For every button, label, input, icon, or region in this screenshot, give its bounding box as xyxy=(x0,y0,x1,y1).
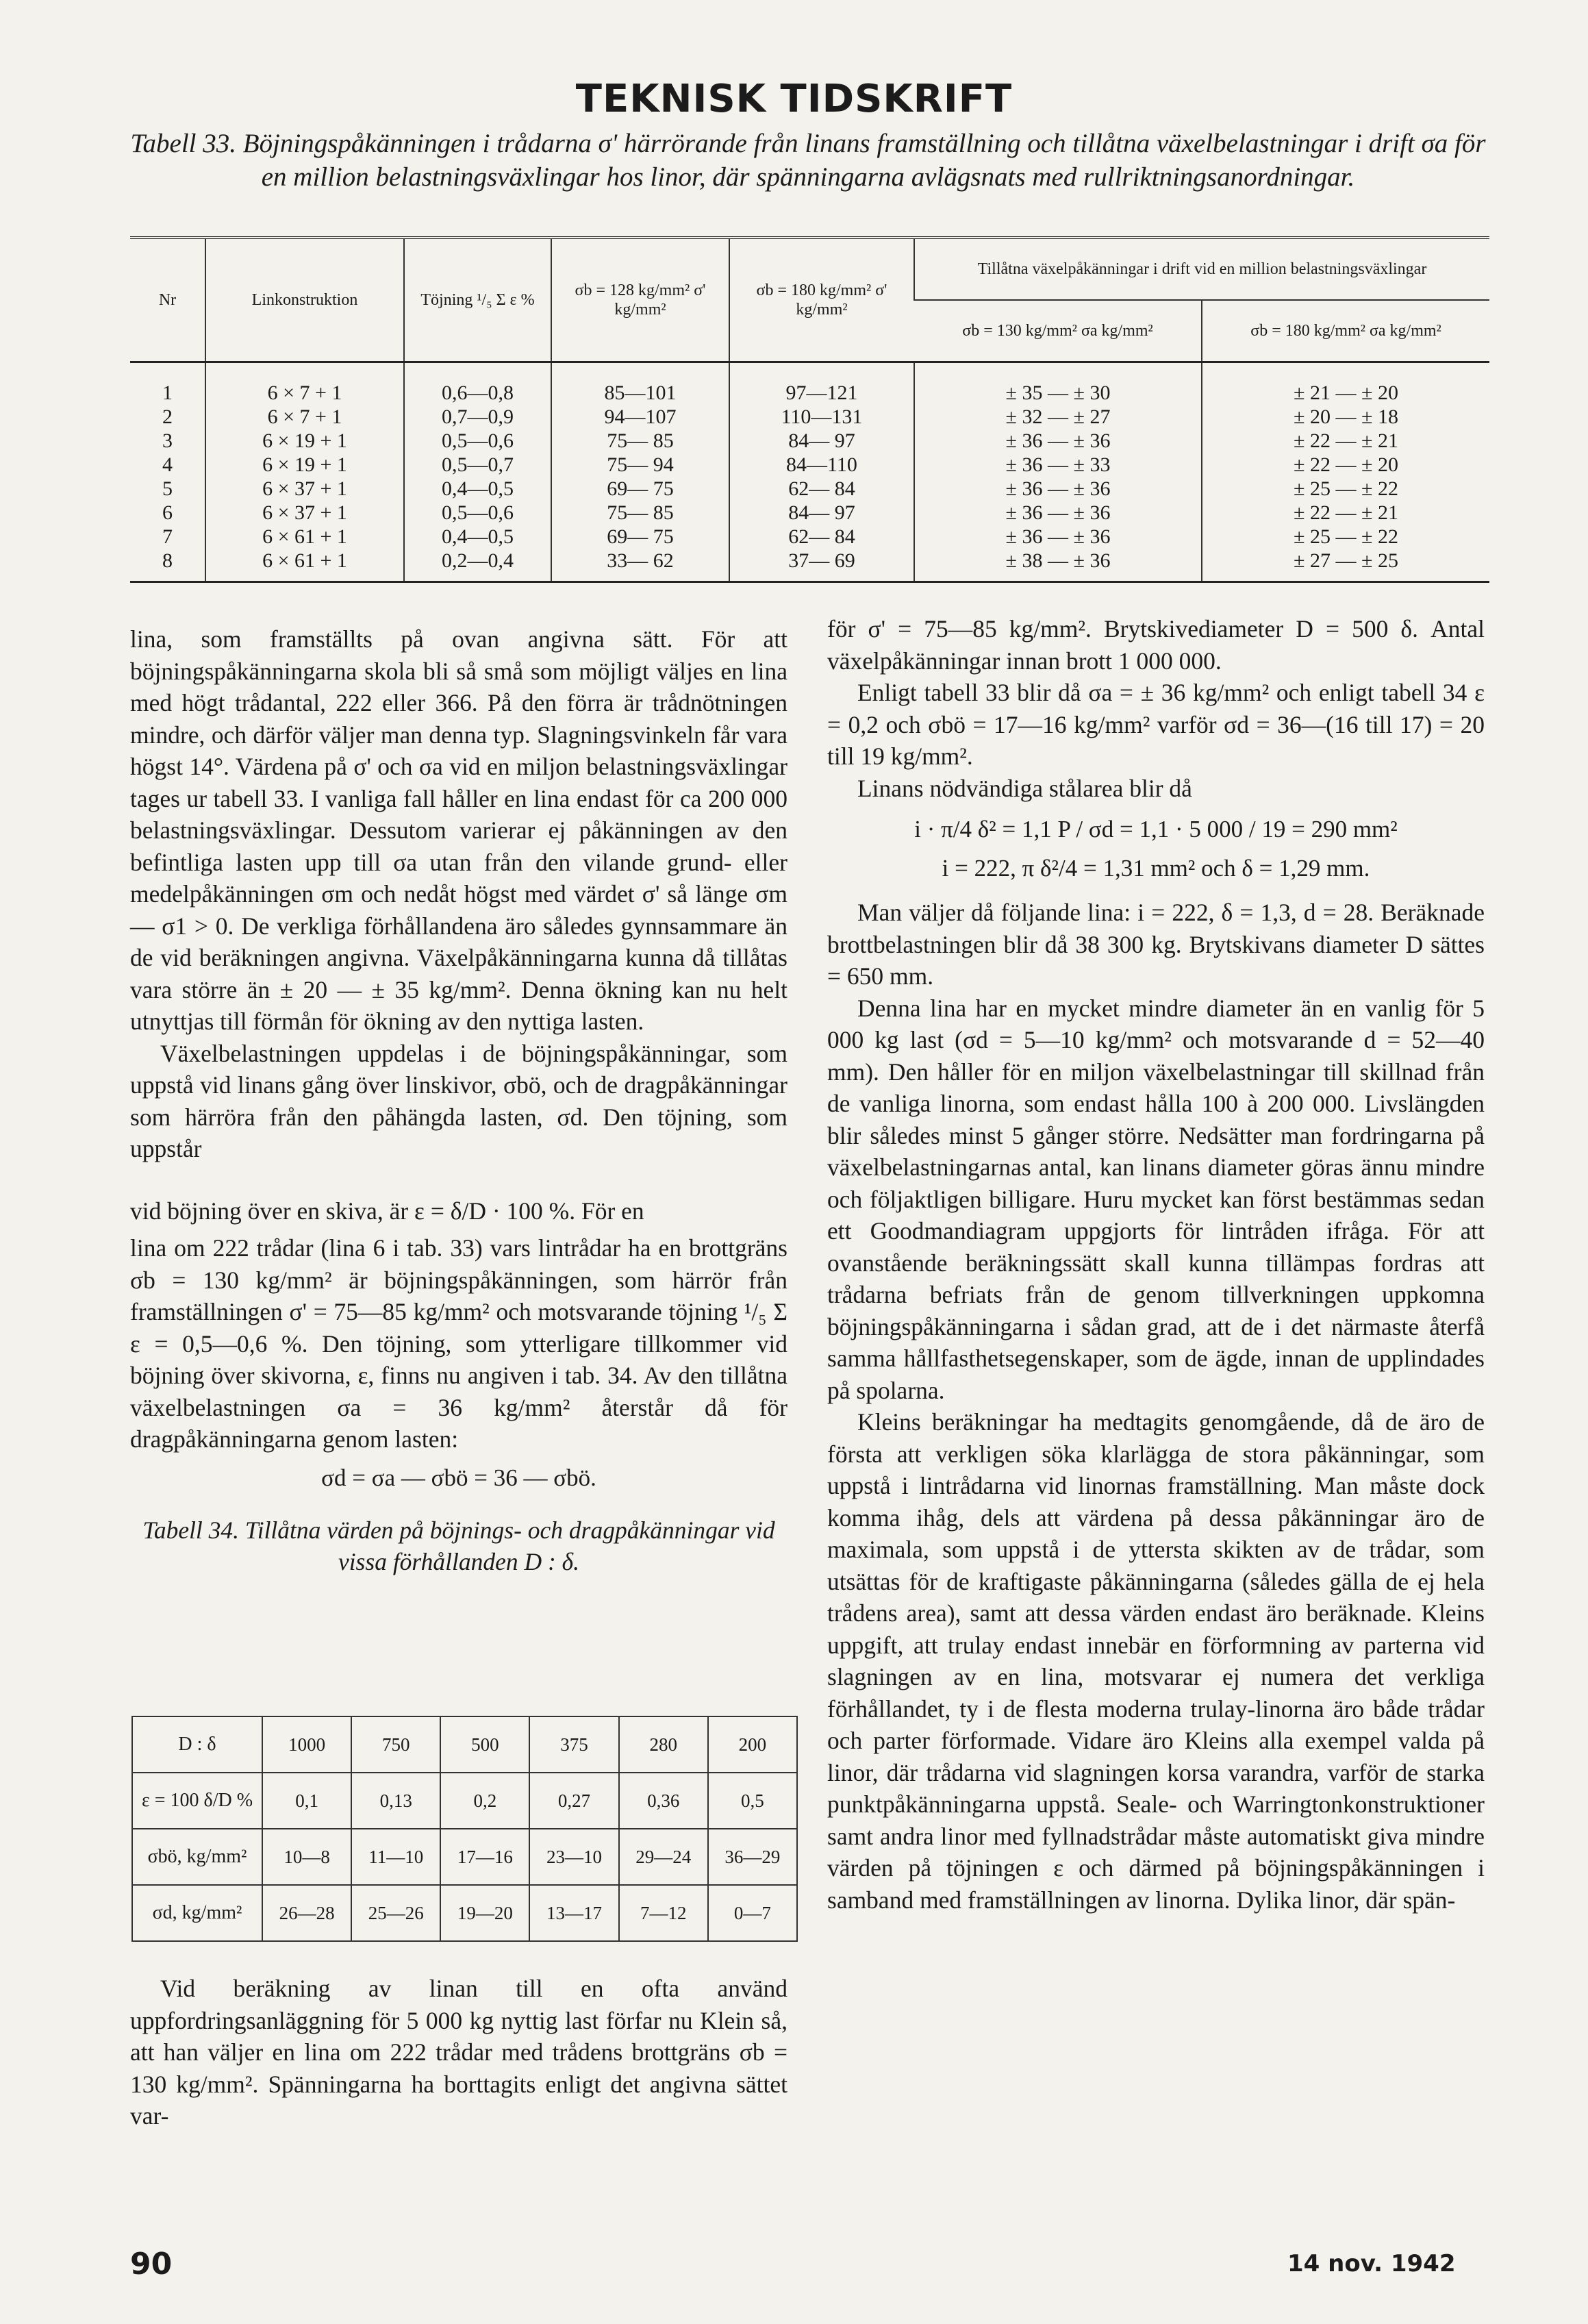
cell: 500 xyxy=(440,1716,529,1773)
cell-s128: 75— 94 xyxy=(551,453,729,477)
left-column-bottom xyxy=(130,1973,787,2132)
cell: 280 xyxy=(619,1716,708,1773)
table-row xyxy=(130,477,1489,501)
cell-s180: 37— 69 xyxy=(729,549,914,582)
cell-s128: 75— 85 xyxy=(551,501,729,525)
table-row xyxy=(130,405,1489,429)
col-header-allowed: Tillåtna växelpåkänningar i drift vid en million belastningsväxlingar xyxy=(914,238,1489,300)
cell-strain: 0,6—0,8 xyxy=(404,362,551,405)
cell-s128: 69— 75 xyxy=(551,477,729,501)
cell: 375 xyxy=(529,1716,618,1773)
cell-construction: 6 × 37 + 1 xyxy=(205,477,404,501)
cell-nr: 2 xyxy=(162,405,173,428)
cell-nr: 8 xyxy=(162,549,173,572)
right-paragraph-4: Man väljer då följande lina: i = 222, δ = 1,3, d = 28. Beräknade brottbelastningen blir då 38 300 kg. Brytskivans diameter D sättes = 650 mm. xyxy=(827,899,1485,990)
cell-a130: ± 35 — ± 30 xyxy=(914,362,1202,405)
table-row xyxy=(130,501,1489,525)
table-row xyxy=(130,429,1489,453)
cell-a130: ± 36 — ± 36 xyxy=(914,429,1202,453)
right-column xyxy=(827,613,1485,1916)
table34-caption: Tabell 34. Tillåtna värden på böjnings- och dragpåkänningar vid vissa förhållanden D : δ. xyxy=(142,1516,775,1575)
right-paragraph-2: Enligt tabell 33 blir då σa = ± 36 kg/mm² och enligt tabell 34 ε = 0,2 och σbö = 17—16 kg/mm² varför σd = 36—(16 till 17) = 20 till 19 kg/mm². xyxy=(827,679,1485,770)
col-header-construction: Linkonstruktion xyxy=(205,238,404,362)
col-header-a130: σb = 130 kg/mm² σa kg/mm² xyxy=(962,322,1153,340)
table33-caption-text: Böjningspåkänningen i trådarna σ' härrörande från linans framställning och tillåtna växelbelastningar i drift σa för en million belastningsväxlingar hos linor, där spänningarna avlägsnats med rullriktningsanordningar. xyxy=(242,129,1486,192)
table33-caption-lead: Tabell 33. xyxy=(130,129,236,158)
cell: 29—24 xyxy=(619,1829,708,1885)
cell-nr: 3 xyxy=(162,429,173,452)
cell-s128: 69— 75 xyxy=(551,525,729,549)
cell-s180: 84—110 xyxy=(729,453,914,477)
table-row xyxy=(130,362,1489,405)
cell-a130: ± 36 — ± 36 xyxy=(914,501,1202,525)
left-paragraph-3a: vid böjning över en skiva, är ε = δ/D · 100 %. För en xyxy=(130,1197,644,1225)
row-label: σbö, kg/mm² xyxy=(132,1829,262,1885)
cell-s128: 85—101 xyxy=(551,362,729,405)
issue-date: 14 nov. 1942 xyxy=(1287,2250,1456,2277)
right-formula-1: i · π/4 δ² = 1,1 P / σd = 1,1 · 5 000 / 19 = 290 mm² xyxy=(914,816,1398,842)
cell-s180: 84— 97 xyxy=(729,429,914,453)
right-paragraph-1: för σ' = 75—85 kg/mm². Brytskivediameter D = 500 δ. Antal växelpåkänningar innan brott 1 000 000. xyxy=(827,615,1485,675)
table-33 xyxy=(130,236,1489,583)
cell: 1000 xyxy=(262,1716,351,1773)
col-header-s180: σb = 180 kg/mm² σ' kg/mm² xyxy=(729,238,914,362)
cell-nr: 1 xyxy=(162,382,173,404)
cell-a130: ± 36 — ± 36 xyxy=(914,477,1202,501)
cell: 0,5 xyxy=(708,1773,797,1829)
cell: 25—26 xyxy=(351,1885,440,1941)
cell-nr: 6 xyxy=(162,501,173,524)
cell-a130: ± 36 — ± 36 xyxy=(914,525,1202,549)
cell-nr: 7 xyxy=(162,525,173,548)
table-row xyxy=(130,453,1489,477)
masthead: TEKNISK TIDSKRIFT xyxy=(575,77,1013,121)
cell-a180: ± 21 — ± 20 xyxy=(1202,362,1489,405)
cell-s128: 75— 85 xyxy=(551,429,729,453)
col-header-s128: σb = 128 kg/mm² σ' kg/mm² xyxy=(551,238,729,362)
cell-a180: ± 25 — ± 22 xyxy=(1202,477,1489,501)
cell: 26—28 xyxy=(262,1885,351,1941)
left-paragraph-2: Växelbelastningen uppdelas i de böjningspåkänningar, som uppstå vid linans gång över linskivor, σbö, och de dragpåkänningar som härröra från den påhängda lasten, σd. Den töjning, som uppstår xyxy=(130,1039,787,1162)
cell: 0—7 xyxy=(708,1885,797,1941)
table-row xyxy=(132,1773,797,1829)
left-paragraph-4: Vid beräkning av linan till en ofta använd uppfordringsanläggning för 5 000 kg nyttig last förfar nu Klein så, att han väljer en lina om 222 trådar med trådens brottgräns σb = 130 kg/mm². Spänningarna ha borttagits enligt det angivna sättet var- xyxy=(130,1975,787,2129)
table-row xyxy=(130,549,1489,582)
right-paragraph-6: Kleins beräkningar ha medtagits genomgående, då de äro de första att verkligen söka klarlägga de stora påkänningar, som uppstå i lintrådarna vid linornas framställning. Man måste dock komma ihåg, dels att värdena på dessa påkänningar äro de maximala, som uppstå i de yttersta skikten av de trådar, som utsättas för de kraftigaste påkänningarna (således gälla de ej hela trådens area), samt att dessa värden endast äro beräknade. Kleins uppgift, att trulay endast innebär en förformning av parterna vid slagningen av en lina, motsvarar ej numera det verkliga förhållandet, ty i de flesta moderna trulay-linorna äro både trådar och parter förformade. Vidare äro Kleins alla exempel valda på linor, där trådarna vid slagningen korsa varandra, varför de starka punktpåkänningarna uppstå. Seale- och Warringtonkonstruktioner samt andra linor med fyllnadstrådar måste automatiskt giva mindre värden på töjningen ε och därmed på böjningspåkänningen i samband med framställningen av linorna. Dylika linor, där spän- xyxy=(827,1408,1485,1914)
cell-a180: ± 22 — ± 21 xyxy=(1202,429,1489,453)
row-label: ε = 100 δ/D % xyxy=(132,1773,262,1829)
cell-s180: 97—121 xyxy=(729,362,914,405)
right-formula-2: i = 222, π δ²/4 = 1,31 mm² och δ = 1,29 mm. xyxy=(942,854,1370,882)
cell: 200 xyxy=(708,1716,797,1773)
cell-s128: 94—107 xyxy=(551,405,729,429)
cell-a130: ± 38 — ± 36 xyxy=(914,549,1202,582)
right-paragraph-3: Linans nödvändiga stålarea blir då xyxy=(857,774,1192,802)
cell-construction: 6 × 61 + 1 xyxy=(205,525,404,549)
cell-s180: 110—131 xyxy=(729,405,914,429)
table-row xyxy=(132,1829,797,1885)
cell-strain: 0,7—0,9 xyxy=(404,405,551,429)
cell: 13—17 xyxy=(529,1885,618,1941)
left-formula: σd = σa — σbö = 36 — σbö. xyxy=(321,1464,596,1491)
cell-a180: ± 25 — ± 22 xyxy=(1202,525,1489,549)
table-row xyxy=(132,1716,797,1773)
cell-s180: 84— 97 xyxy=(729,501,914,525)
cell-strain: 0,5—0,7 xyxy=(404,453,551,477)
row-label: σd, kg/mm² xyxy=(132,1885,262,1941)
cell: 11—10 xyxy=(351,1829,440,1885)
cell-s180: 62— 84 xyxy=(729,525,914,549)
cell-s180: 62— 84 xyxy=(729,477,914,501)
cell-strain: 0,5—0,6 xyxy=(404,429,551,453)
right-paragraph-5: Denna lina har en mycket mindre diameter än en vanlig för 5 000 kg last (σd = 5—10 kg/mm² och motsvarande d = 52—40 mm). Den håller för en miljon växelbelastningar till skillnad från de vanliga linorna, som endast hålla 100 à 200 000. Livslängden blir således minst 5 gånger större. Nedsätter man fordringarna på växelbelastningarnas antal, kan linans diameter göras ännu mindre och följaktligen billigare. Huru mycket kan först bestämmas sedan ett Goodmandiagram uppgjorts för lintråden ifråga. För att ovanstående beräkningssätt skall kunna tillämpas fordras att trådarna befriats från de genom tillverkningen uppkomna böjningspåkänningarna i sådan grad, att de i det närmaste återfå samma hållfasthetsegenskaper, som de ägde, innan de upplindades på spolarna. xyxy=(827,994,1485,1404)
cell-construction: 6 × 19 + 1 xyxy=(205,429,404,453)
row-label: D : δ xyxy=(132,1716,262,1773)
cell-a130: ± 36 — ± 33 xyxy=(914,453,1202,477)
cell: 7—12 xyxy=(619,1885,708,1941)
cell-a180: ± 22 — ± 20 xyxy=(1202,453,1489,477)
table33-caption xyxy=(130,127,1486,194)
cell: 23—10 xyxy=(529,1829,618,1885)
cell-construction: 6 × 7 + 1 xyxy=(205,405,404,429)
cell-a130: ± 32 — ± 27 xyxy=(914,405,1202,429)
cell-a180: ± 20 — ± 18 xyxy=(1202,405,1489,429)
cell-construction: 6 × 7 + 1 xyxy=(205,362,404,405)
cell-strain: 0,4—0,5 xyxy=(404,477,551,501)
cell-nr: 5 xyxy=(162,477,173,500)
table-row xyxy=(130,525,1489,549)
left-paragraph-3b: lina om 222 trådar (lina 6 i tab. 33) vars lintrådar ha en brottgräns σb = 130 kg/mm² är böjningspåkänningen, som härrör från framställningen σ' = 75—85 kg/mm² och motsvarande töjning ¹/₅ Σ ε = 0,5—0,6 %. Den töjning, som ytterligare tillkommer vid böjning över skivorna, ε, finns nu angiven i tab. 34. Av den tillåtna växelbelastningen σa = 36 kg/mm² återstår då för dragpåkänningarna genom lasten: xyxy=(130,1234,787,1453)
cell-a180: ± 22 — ± 21 xyxy=(1202,501,1489,525)
left-paragraph-1: lina, som framställts på ovan angivna sätt. För att böjningspåkänningarna skola bli så små som möjligt väljes en lina med högt trådantal, 222 eller 366. På den förra är trådnötningen mindre, och därför väljer man denna typ. Slagningsvinkeln får vara högst 14°. Värdena på σ' och σa vid en miljon belastningsväxlingar tages ur tabell 33. I vanliga fall håller en lina endast för ca 200 000 belastningsväxlingar. Dessutom varierar ej påkänningen av den befintliga lasten upp till σa utan från den vilande grund- eller medelpåkänningen σm och nedåt högst med värdet σ' så länge σm — σ1 > 0. De verkliga förhållandena äro således gynnsammare än de vid beräkningen angivna. Växelpåkänningarna kunna då tillåtas vara större än ± 20 — ± 35 kg/mm². Denna ökning kan nu helt utnyttjas till förmån för ökning av den nyttiga lasten. xyxy=(130,625,787,1035)
cell-a180: ± 27 — ± 25 xyxy=(1202,549,1489,582)
cell: 10—8 xyxy=(262,1829,351,1885)
cell: 0,2 xyxy=(440,1773,529,1829)
cell: 0,13 xyxy=(351,1773,440,1829)
col-header-nr: Nr xyxy=(158,291,177,309)
cell-strain: 0,4—0,5 xyxy=(404,525,551,549)
cell-strain: 0,5—0,6 xyxy=(404,501,551,525)
cell: 750 xyxy=(351,1716,440,1773)
left-column xyxy=(130,623,787,1577)
cell-s128: 33— 62 xyxy=(551,549,729,582)
table-row xyxy=(132,1885,797,1941)
table-34 xyxy=(131,1716,798,1942)
col-header-a180: σb = 180 kg/mm² σa kg/mm² xyxy=(1202,300,1489,362)
cell-construction: 6 × 61 + 1 xyxy=(205,549,404,582)
cell: 0,1 xyxy=(262,1773,351,1829)
cell: 19—20 xyxy=(440,1885,529,1941)
cell-construction: 6 × 37 + 1 xyxy=(205,501,404,525)
cell-construction: 6 × 19 + 1 xyxy=(205,453,404,477)
page-number: 90 xyxy=(130,2247,173,2282)
cell-strain: 0,2—0,4 xyxy=(404,549,551,582)
cell: 0,36 xyxy=(619,1773,708,1829)
cell: 0,27 xyxy=(529,1773,618,1829)
cell: 17—16 xyxy=(440,1829,529,1885)
col-header-strain: Töjning ¹/₅ Σ ε % xyxy=(404,238,551,362)
cell-nr: 4 xyxy=(162,453,173,476)
cell: 36—29 xyxy=(708,1829,797,1885)
